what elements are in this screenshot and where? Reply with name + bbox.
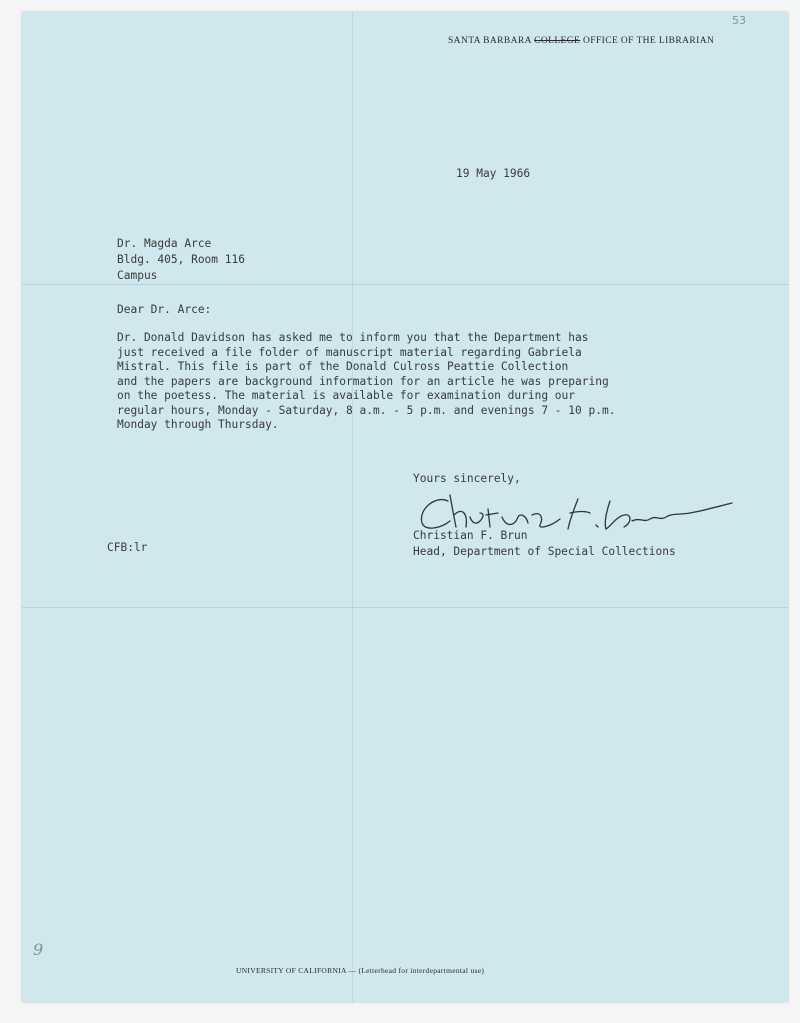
letter-date: 19 May 1966	[456, 167, 531, 180]
signer-block	[413, 528, 676, 560]
body-line: Dr. Donald Davidson has asked me to inform you that the Department has	[117, 331, 589, 344]
recipient-location: Campus	[117, 269, 158, 282]
letterhead-institution: SANTA BARBARA	[448, 36, 532, 46]
reference-initials: CFB:lr	[107, 541, 148, 554]
footer-university: UNIVERSITY OF CALIFORNIA	[236, 966, 347, 975]
signer-name: Christian F. Brun	[413, 529, 528, 542]
recipient-name: Dr. Magda Arce	[117, 237, 212, 250]
footer-dash: —	[348, 966, 357, 975]
fold-line	[22, 284, 788, 285]
body-line: just received a file folder of manuscript material regarding Gabriela	[117, 345, 582, 359]
recipient-building: Bldg. 405, Room 116	[117, 253, 245, 266]
recipient-address	[117, 236, 245, 284]
signer-title: Head, Department of Special Collections	[413, 545, 676, 558]
pencil-mark: 9	[33, 940, 44, 959]
letterhead-office: OFFICE OF THE LIBRARIAN	[583, 36, 715, 46]
body-line: and the papers are background information for an article he was preparing	[117, 374, 609, 388]
closing: Yours sincerely,	[413, 472, 521, 485]
fold-line	[22, 607, 788, 608]
fold-line	[352, 12, 353, 1002]
body-line: Monday through Thursday.	[117, 418, 279, 431]
body-line: on the poetess. The material is available for examination during our	[117, 389, 576, 402]
page-number-mark: 53	[732, 14, 746, 27]
letterhead-struck-word: COLLEGE	[534, 36, 581, 46]
body-line: regular hours, Monday - Saturday, 8 a.m. - 5 p.m. and evenings 7 - 10 p.m.	[117, 403, 616, 417]
letter-body	[117, 331, 615, 433]
body-line: Mistral. This file is part of the Donald Culross Peattie Collection	[117, 360, 569, 373]
letterhead	[448, 36, 714, 46]
footer-letterhead	[236, 966, 484, 975]
salutation: Dear Dr. Arce:	[117, 303, 212, 316]
footer-note: (Letterhead for interdepartmental use)	[358, 966, 485, 975]
